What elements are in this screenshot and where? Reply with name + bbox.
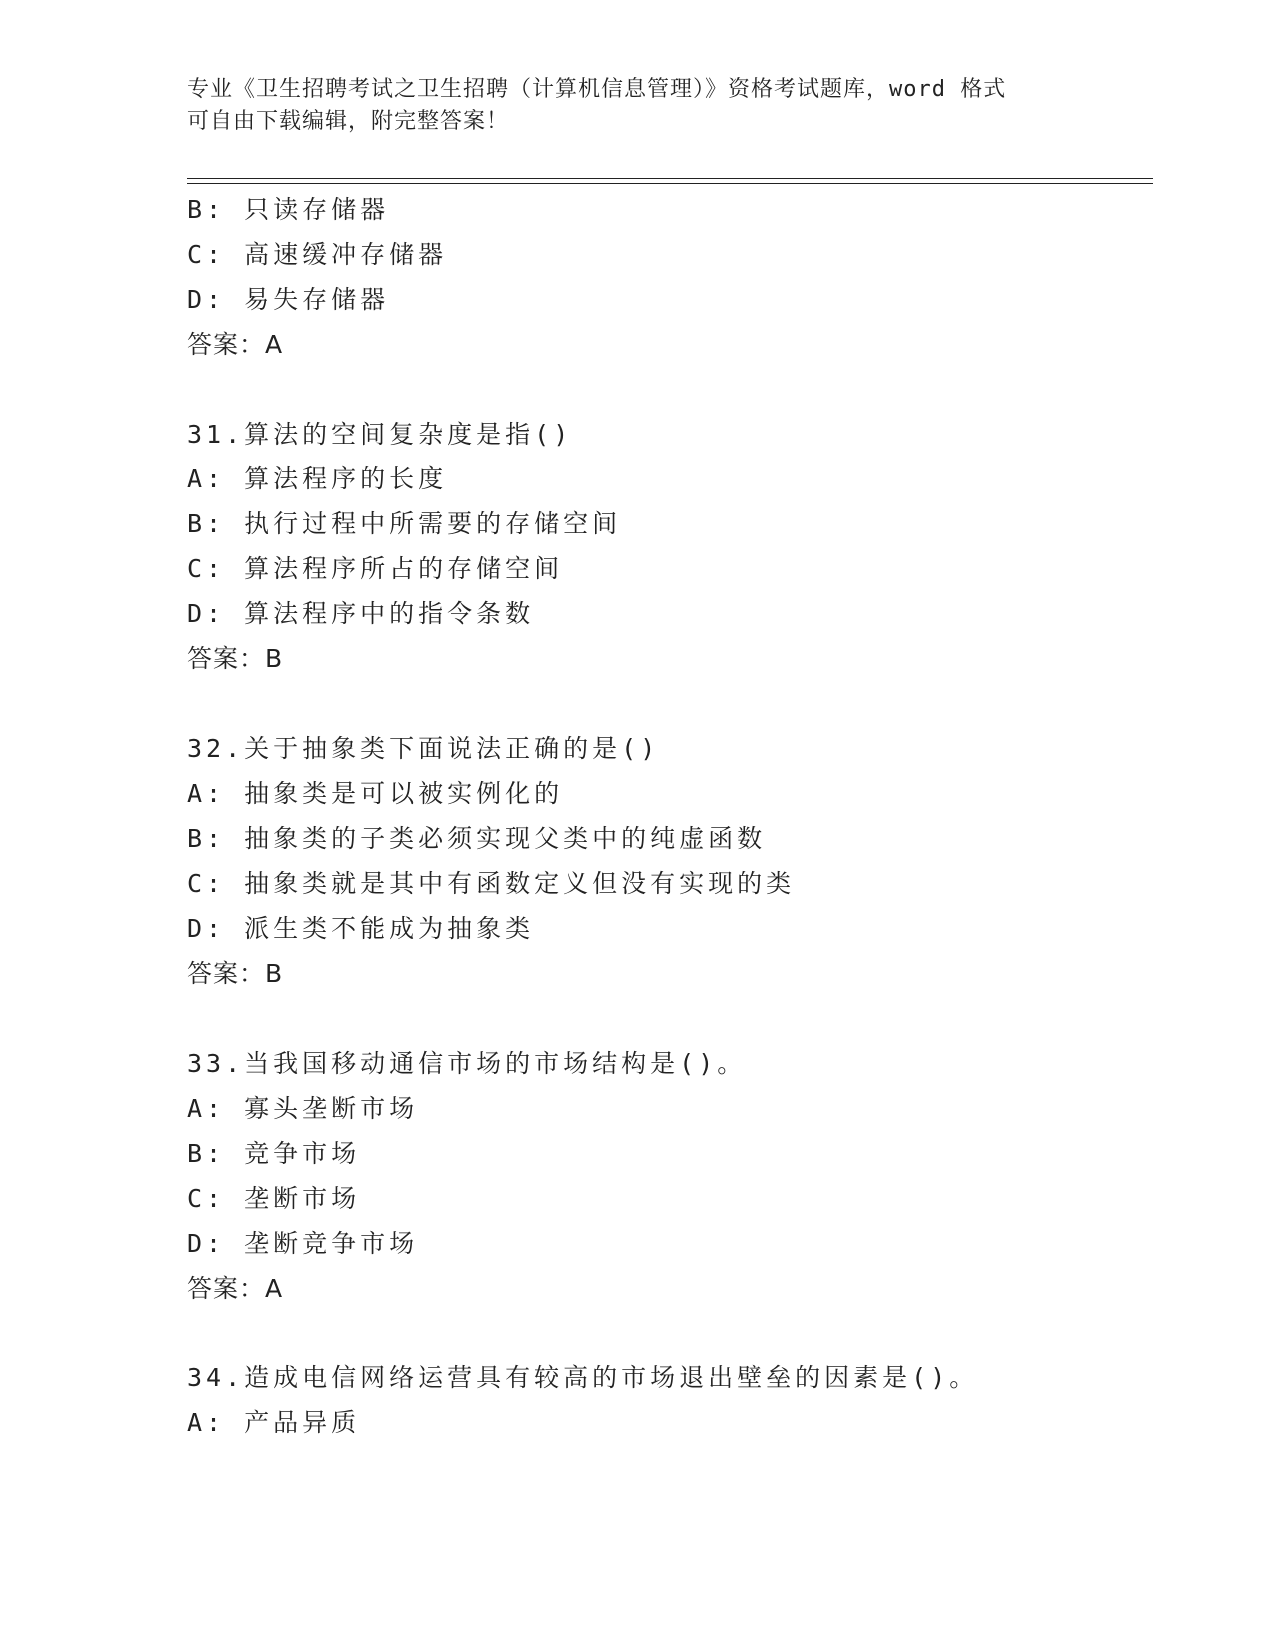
option-b: B: 只读存储器	[187, 195, 390, 224]
q33-answer: 答案：A	[187, 1274, 284, 1303]
q32-option-d: D: 派生类不能成为抽象类	[187, 914, 535, 943]
header-divider-top	[187, 178, 1153, 179]
option-c: C: 高速缓冲存储器	[187, 240, 448, 269]
question-34: 34.造成电信网络运营具有较高的市场退出壁垒的因素是()。	[187, 1363, 979, 1392]
q33-option-a: A: 寡头垄断市场	[187, 1094, 419, 1123]
q31-option-a: A: 算法程序的长度	[187, 464, 448, 493]
q31-answer: 答案：B	[187, 644, 284, 673]
q32-option-b: B: 抽象类的子类必须实现父类中的纯虚函数	[187, 824, 767, 853]
question-31: 31.算法的空间复杂度是指()	[187, 420, 573, 449]
q31-option-b: B: 执行过程中所需要的存储空间	[187, 509, 622, 538]
q32-option-c: C: 抽象类就是其中有函数定义但没有实现的类	[187, 869, 796, 898]
q31-option-c: C: 算法程序所占的存储空间	[187, 554, 564, 583]
header-line-1: 专业《卫生招聘考试之卫生招聘（计算机信息管理）》资格考试题库，word 格式	[187, 77, 1007, 102]
q33-option-b: B: 竞争市场	[187, 1139, 361, 1168]
header-line-2: 可自由下载编辑，附完整答案！	[187, 109, 510, 134]
q33-option-d: D: 垄断竞争市场	[187, 1229, 419, 1258]
answer: 答案：A	[187, 330, 284, 359]
q34-option-a: A: 产品异质	[187, 1408, 361, 1437]
q33-option-c: C: 垄断市场	[187, 1184, 361, 1213]
document-header	[187, 74, 1087, 138]
question-33: 33.当我国移动通信市场的市场结构是()。	[187, 1049, 747, 1078]
q32-answer: 答案：B	[187, 959, 284, 988]
question-32: 32.关于抽象类下面说法正确的是()	[187, 734, 660, 763]
header-divider-bottom	[187, 183, 1153, 184]
q31-option-d: D: 算法程序中的指令条数	[187, 599, 535, 628]
q32-option-a: A: 抽象类是可以被实例化的	[187, 779, 564, 808]
option-d: D: 易失存储器	[187, 285, 390, 314]
